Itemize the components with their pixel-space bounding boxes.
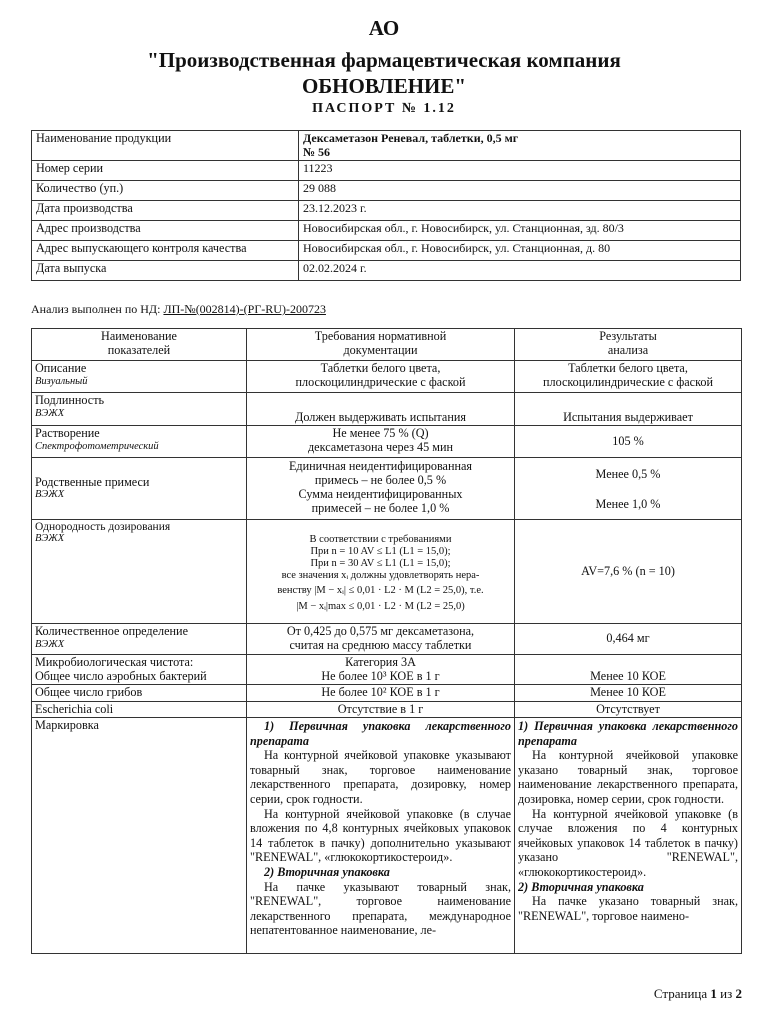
requirement-cell: В соответствии с требованиями При n = 10 AV ≤ L1 (L1 = 15,0); При n = 30 AV ≤ L1 (L1 = 15,0); все значения xᵢ должны удовлетворять нера- венству |M − xᵢ| ≤ 0,01 · L2 · M (L2 = 25,0), т.е. |M − xᵢ|max ≤ 0,01 · L2 · M (L2 = 25,0) [247, 520, 515, 624]
info-label: Наименование продукции [32, 131, 299, 161]
info-value: Дексаметазон Реневал, таблетки, 0,5 мг № 56 [299, 131, 741, 161]
info-value: 23.12.2023 г. [299, 201, 741, 221]
info-row-product [32, 131, 741, 161]
info-value: Новосибирская обл., г. Новосибирск, ул. Станционная, зд. 80/3 [299, 221, 741, 241]
table-row [32, 426, 742, 458]
info-value: 02.02.2024 г. [299, 261, 741, 281]
requirement-cell: Отсутствие в 1 г [247, 701, 515, 718]
indicator-cell: Микробиологическая чистота: Общее число аэробных бактерий [32, 655, 247, 685]
requirement-cell: Таблетки белого цвета, плоскоцилиндрические с фаской [247, 361, 515, 393]
result-cell: 1) Первичная упаковка лекарственного препарата На контурной ячейковой упаковке указано товарный знак, торговое наименование лекарственного препарата, дозировка, номер серии, срок годности. На контурной ячейковой упаковке (в случае вложения по 4 контурных ячейковых упаковок 14 таблеток в пачку) указано "RENEWAL", «глюкокортикостероид». 2) Вторичная упаковка На пачке указано товарный знак, "RENEWAL", торговое наимено- [515, 718, 742, 954]
analysis-reference: Анализ выполнен по НД: ЛП-№(002814)-(РГ-RU)-200723 [31, 302, 326, 316]
result-cell: Менее 0,5 % Менее 1,0 % [515, 458, 742, 520]
result-cell: Испытания выдерживает [515, 393, 742, 426]
result-cell: Таблетки белого цвета, плоскоцилиндрические с фаской [515, 361, 742, 393]
info-label: Номер серии [32, 161, 299, 181]
requirement-cell: От 0,425 до 0,575 мг дексаметазона, считая на среднюю массу таблетки [247, 624, 515, 655]
company-name-line2: ОБНОВЛЕНИЕ" [301, 74, 467, 98]
requirement-cell: Должен выдерживать испытания [247, 393, 515, 426]
indicator-cell: Escherichia coli [32, 701, 247, 718]
requirement-cell: 1) Первичная упаковка лекарственного препарата На контурной ячейковой упаковке указывают товарный знак, торговое наименование лекарственного препарата, дозировку, номер серии, срок годности. На контурной ячейковой упаковке (в случае вложения по 4,8 контурных ячейковых упаковок 14 таблеток в пачку) дополнительно указывают "RENEWAL", «глюкокортикостероид». 2) Вторичная упаковка На пачке указывают товарный знак, "RENEWAL", торговое наименование лекарственного препарата, международное непатентованное наименование, ле- [247, 718, 515, 954]
company-name-line1: "Производственная фармацевтическая компания [147, 48, 621, 72]
indicator-cell: Маркировка [32, 718, 247, 954]
info-row-qc-address [32, 241, 741, 261]
company-type: АО [368, 16, 400, 40]
table-row [32, 624, 742, 655]
info-label: Дата выпуска [32, 261, 299, 281]
table-row [32, 393, 742, 426]
table-row [32, 361, 742, 393]
result-cell: Менее 10 КОЕ [515, 685, 742, 702]
indicator-cell: Количественное определение ВЭЖХ [32, 624, 247, 655]
info-row-release-date [32, 261, 741, 281]
indicator-cell: Общее число грибов [32, 685, 247, 702]
table-row [32, 685, 742, 702]
page-number: Страница 1 из 2 [653, 986, 742, 1001]
indicator-cell: Родственные примеси ВЭЖХ [32, 458, 247, 520]
product-info-table [31, 130, 741, 281]
requirement-cell: Не менее 75 % (Q) дексаметазона через 45 мин [247, 426, 515, 458]
requirement-cell: Категория 3А Не более 10³ КОЕ в 1 г [247, 655, 515, 685]
result-cell: 0,464 мг [515, 624, 742, 655]
info-value: Новосибирская обл., г. Новосибирск, ул. Станционная, д. 80 [299, 241, 741, 261]
indicator-cell: Подлинность ВЭЖХ [32, 393, 247, 426]
column-header-requirements: Требования нормативной документации [247, 329, 515, 361]
column-header-indicator: Наименование показателей [32, 329, 247, 361]
indicator-cell: Растворение Спектрофотометрический [32, 426, 247, 458]
requirement-cell: Не более 10² КОЕ в 1 г [247, 685, 515, 702]
result-cell: 105 % [515, 426, 742, 458]
table-header-row [32, 329, 742, 361]
table-row-marking [32, 718, 742, 954]
info-label: Адрес производства [32, 221, 299, 241]
info-row-series [32, 161, 741, 181]
normative-document-link[interactable]: ЛП-№(002814)-(РГ-RU)-200723 [163, 302, 326, 316]
table-row [32, 520, 742, 624]
info-row-quantity [32, 181, 741, 201]
table-row [32, 701, 742, 718]
analysis-table [31, 328, 742, 954]
indicator-cell: Описание Визуальный [32, 361, 247, 393]
info-value: 29 088 [299, 181, 741, 201]
table-row [32, 458, 742, 520]
requirement-cell: Единичная неидентифицированная примесь – не более 0,5 % Сумма неидентифицированных примесей – не более 1,0 % [247, 458, 515, 520]
result-cell: Менее 10 КОЕ [515, 655, 742, 685]
info-label: Адрес выпускающего контроля качества [32, 241, 299, 261]
info-row-production-address [32, 221, 741, 241]
table-row [32, 655, 742, 685]
info-label: Количество (уп.) [32, 181, 299, 201]
indicator-cell: Однородность дозирования ВЭЖХ [32, 520, 247, 624]
column-header-results: Результаты анализа [515, 329, 742, 361]
info-value: 11223 [299, 161, 741, 181]
info-label: Дата производства [32, 201, 299, 221]
passport-title: ПАСПОРТ № 1.12 [312, 101, 456, 116]
result-cell: AV=7,6 % (n = 10) [515, 520, 742, 624]
result-cell: Отсутствует [515, 701, 742, 718]
info-row-production-date [32, 201, 741, 221]
